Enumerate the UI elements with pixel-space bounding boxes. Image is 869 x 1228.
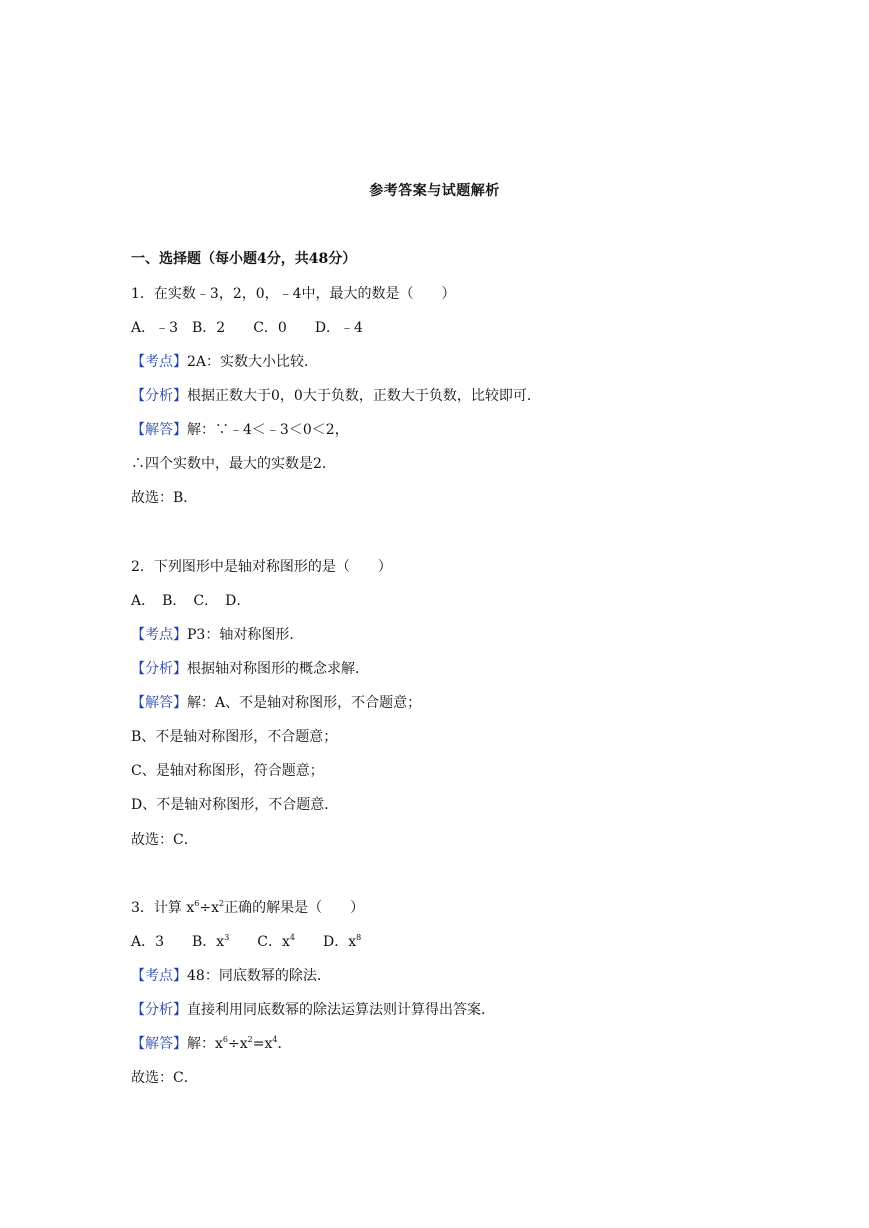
fenxi-label: 【分析】 <box>131 388 187 404</box>
q3-opt-a: A．3 B．x <box>131 934 225 950</box>
q1-fenxi <box>131 387 541 405</box>
q3-kaodian-text: 48：同底数幂的除法． <box>187 968 331 984</box>
q3-stem-exp1: 6 <box>194 899 200 908</box>
q1-options: A．﹣3 B．2 C．0 D．﹣4 <box>131 320 363 336</box>
jieda-label: 【解答】 <box>131 695 187 711</box>
q1-fenxi-text: 根据正数大于0，0大于负数，正数大于负数，比较即可． <box>187 388 541 404</box>
fenxi-label: 【分析】 <box>131 661 187 677</box>
q1-jieda <box>131 421 349 439</box>
q2-kaodian <box>131 626 303 644</box>
q3-opt-d: D．x <box>295 934 357 950</box>
q3-jieda-pre: 解：x <box>187 1036 223 1052</box>
q3-jieda-exp1: 6 <box>222 1035 228 1044</box>
q1-conclusion: ∴四个实数中，最大的实数是2． <box>131 456 336 472</box>
q2-jieda <box>131 694 421 712</box>
q2-fenxi-text: 根据轴对称图形的概念求解． <box>187 661 369 677</box>
q2-kaodian-text: P3：轴对称图形． <box>187 627 304 643</box>
page-title: 参考答案与试题解析 <box>369 183 500 199</box>
q3-jieda-eq: =x <box>252 1036 273 1052</box>
q2-fenxi <box>131 660 369 678</box>
kaodian-label: 【考点】 <box>131 627 187 643</box>
q1-kaodian-text: 2A：实数大小比较． <box>187 354 319 370</box>
q3-choice: 故选：C． <box>131 1070 198 1086</box>
q3-kaodian <box>131 967 331 985</box>
q1-jieda-text: 解：∵﹣4＜﹣3＜0＜2， <box>187 422 349 438</box>
q2-options: A． B． C． D． <box>131 593 251 609</box>
q3-jieda-exp2: 2 <box>247 1035 253 1044</box>
q2-line-b: B、不是轴对称图形，不合题意； <box>131 729 338 745</box>
q3-opt-d-exp: 8 <box>356 933 362 942</box>
q1-stem: 1．在实数﹣3，2，0，﹣4中，最大的数是（ ） <box>131 286 456 302</box>
q3-fenxi <box>131 1001 495 1019</box>
q3-jieda-exp3: 4 <box>272 1035 278 1044</box>
q2-choice: 故选：C． <box>131 832 198 848</box>
q3-jieda-end: ． <box>277 1036 292 1052</box>
q3-stem <box>131 899 364 917</box>
kaodian-label: 【考点】 <box>131 968 187 984</box>
q3-stem-mid: ÷x <box>199 900 219 916</box>
jieda-label: 【解答】 <box>131 422 187 438</box>
q3-jieda-mid: ÷x <box>228 1036 248 1052</box>
q1-choice: 故选：B． <box>131 490 198 506</box>
q2-jieda-text: 解：A、不是轴对称图形，不合题意； <box>187 695 422 711</box>
q3-options <box>131 933 361 951</box>
q3-fenxi-text: 直接利用同底数幂的除法运算法则计算得出答案． <box>187 1002 495 1018</box>
jieda-label: 【解答】 <box>131 1036 187 1052</box>
q2-line-d: D、不是轴对称图形，不合题意． <box>131 797 339 813</box>
q3-opt-b-exp: 3 <box>224 933 230 942</box>
q1-kaodian <box>131 353 318 371</box>
q3-opt-c: C．x <box>229 934 290 950</box>
q3-opt-c-exp: 4 <box>289 933 295 942</box>
q3-stem-pre: 3．计算 x <box>131 900 195 916</box>
section-heading: 一、选择题（每小题4分，共48分） <box>131 251 357 267</box>
q3-jieda <box>131 1035 291 1053</box>
q2-stem: 2．下列图形中是轴对称图形的是（ ） <box>131 559 392 575</box>
q3-stem-exp2: 2 <box>219 899 225 908</box>
kaodian-label: 【考点】 <box>131 354 187 370</box>
q2-line-c: C、是轴对称图形，符合题意； <box>131 763 324 779</box>
fenxi-label: 【分析】 <box>131 1002 187 1018</box>
q3-stem-post: 正确的解果是（ ） <box>224 900 365 916</box>
